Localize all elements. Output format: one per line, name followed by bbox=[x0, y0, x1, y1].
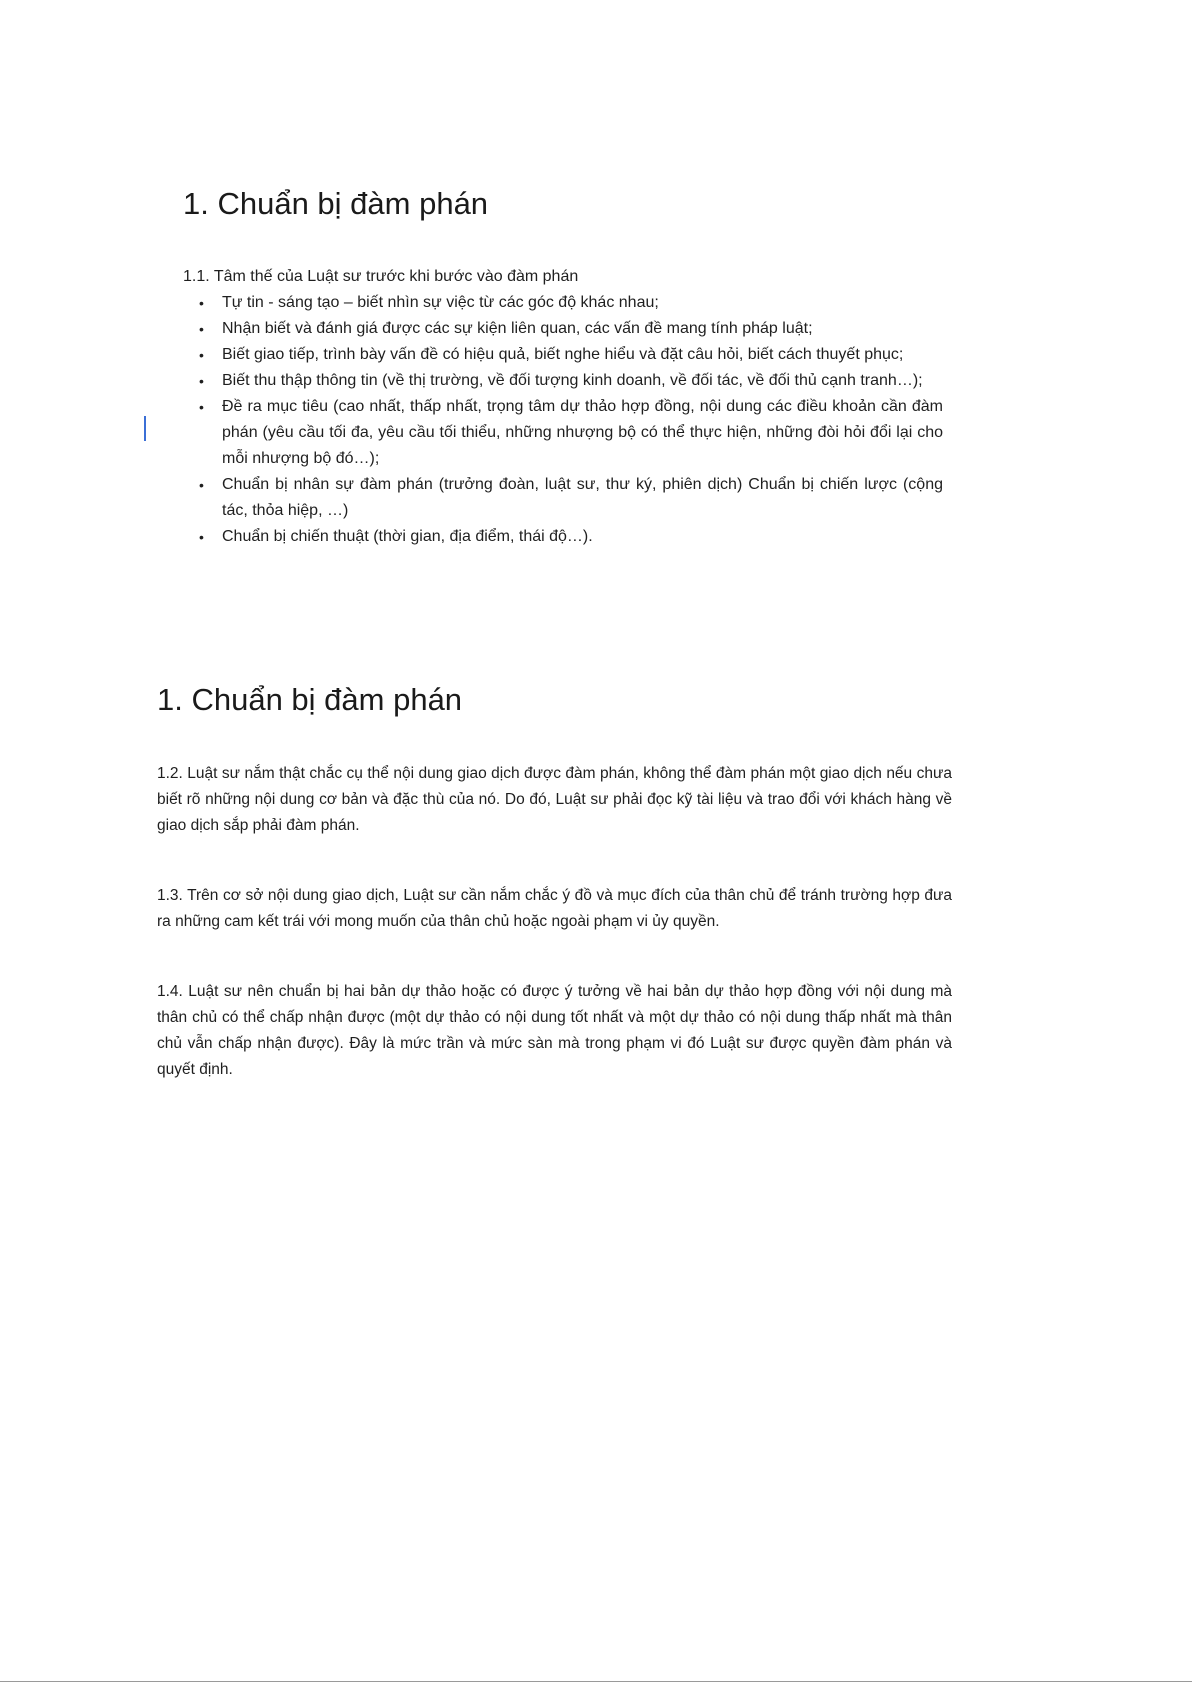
bullet-icon: • bbox=[199, 477, 204, 493]
list-item bbox=[183, 316, 943, 342]
subheading-mindset: 1.1. Tâm thế của Luật sư trước khi bước vào đàm phán bbox=[183, 268, 579, 285]
list-item-text: Chuẩn bị nhân sự đàm phán (trưởng đoàn, luật sư, thư ký, phiên dịch) Chuẩn bị chiến lược (cộng tác, thỏa hiệp, …) bbox=[222, 476, 943, 519]
section-preparation-2 bbox=[157, 680, 952, 1083]
section-heading: 1. Chuẩn bị đàm phán bbox=[157, 682, 463, 717]
list-item bbox=[183, 524, 943, 550]
bullet-icon: • bbox=[199, 295, 204, 311]
list-item-text: Biết thu thập thông tin (về thị trường, về đối tượng kinh doanh, về đối tác, về đối thủ cạnh tranh…); bbox=[222, 372, 923, 389]
list-item bbox=[183, 290, 943, 316]
bullet-icon: • bbox=[199, 321, 204, 337]
paragraph-1-2: 1.2. Luật sư nắm thật chắc cụ thể nội dung giao dịch được đàm phán, không thể đàm phán một giao dịch nếu chưa biết rõ những nội dung cơ bản và đặc thù của nó. Do đó, Luật sư phải đọc kỹ tài liệu và trao đổi với khách hàng về giao dịch sắp phải đàm phán. bbox=[157, 765, 952, 834]
bullet-icon: • bbox=[199, 529, 204, 545]
list-item-text: Đề ra mục tiêu (cao nhất, thấp nhất, trọng tâm dự thảo hợp đồng, nội dung các điều khoản cần đàm phán (yêu cầu tối đa, yêu cầu tối thiểu, những nhượng bộ có thể thực hiện, những đòi hỏi đổi lại cho mỗi nhượng bộ đó…); bbox=[222, 398, 943, 467]
section-preparation-1 bbox=[183, 184, 943, 550]
paragraph-1-4: 1.4. Luật sư nên chuẩn bị hai bản dự thảo hoặc có được ý tưởng về hai bản dự thảo hợp đồng với nội dung mà thân chủ có thể chấp nhận được (một dự thảo có nội dung tốt nhất và một dự thảo có nội dung thấp nhất mà thân chủ vẫn chấp nhận được). Đây là mức trần và mức sàn mà trong phạm vi đó Luật sư được quyền đàm phán và quyết định. bbox=[157, 983, 952, 1078]
list-item bbox=[183, 394, 943, 472]
bullet-icon: • bbox=[199, 399, 204, 415]
page-bottom-divider bbox=[0, 1681, 1192, 1682]
list-item-text: Chuẩn bị chiến thuật (thời gian, địa điểm, thái độ…). bbox=[222, 528, 593, 545]
list-item bbox=[183, 368, 943, 394]
list-item-text: Nhận biết và đánh giá được các sự kiện liên quan, các vấn đề mang tính pháp luật; bbox=[222, 320, 813, 337]
paragraph-1-3: 1.3. Trên cơ sở nội dung giao dịch, Luật sư cần nắm chắc ý đồ và mục đích của thân chủ để tránh trường hợp đưa ra những cam kết trái với mong muốn của thân chủ hoặc ngoài phạm vi ủy quyền. bbox=[157, 887, 952, 930]
bullet-icon: • bbox=[199, 373, 204, 389]
bullet-icon: • bbox=[199, 347, 204, 363]
list-item bbox=[183, 472, 943, 524]
list-item-text: Tự tin - sáng tạo – biết nhìn sự việc từ các góc độ khác nhau; bbox=[222, 294, 659, 311]
list-item-text: Biết giao tiếp, trình bày vấn đề có hiệu quả, biết nghe hiểu và đặt câu hỏi, biết cách thuyết phục; bbox=[222, 346, 904, 363]
list-item bbox=[183, 342, 943, 368]
bullet-list bbox=[183, 290, 943, 550]
section-heading: 1. Chuẩn bị đàm phán bbox=[183, 186, 489, 221]
text-cursor bbox=[144, 416, 146, 441]
